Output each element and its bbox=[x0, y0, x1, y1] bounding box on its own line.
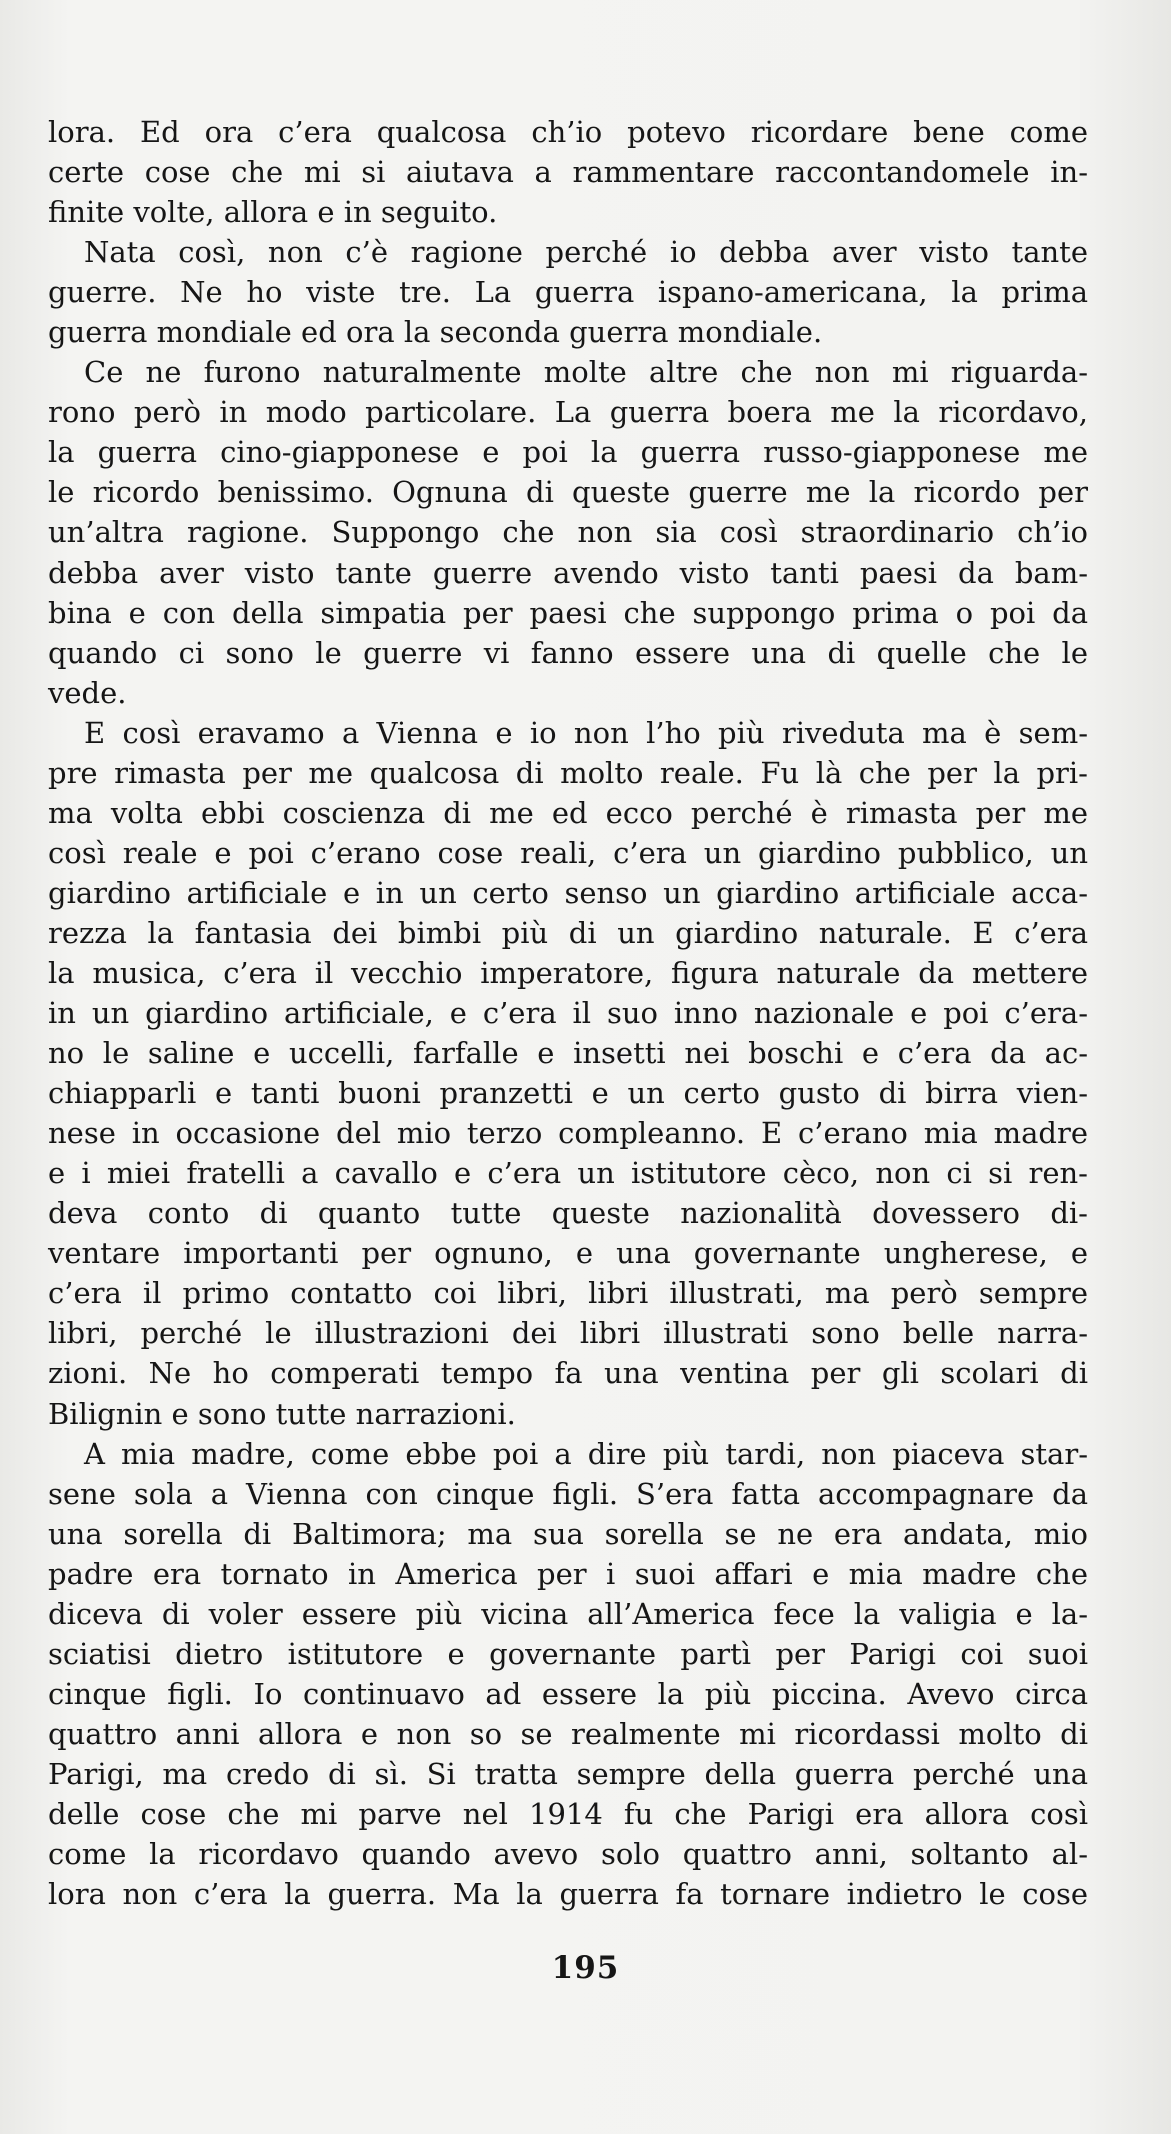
text-line: nese in occasione del mio terzo compleanno. E c’erano mia madre bbox=[48, 1116, 1088, 1151]
text-line: lora. Ed ora c’era qualcosa ch’io potevo ricordare bene come bbox=[48, 115, 1088, 149]
text-line: rezza la fantasia dei bimbi più di un giardino naturale. E c’era bbox=[48, 915, 1088, 950]
text-line: in un giardino artificiale, e c’era il suo inno nazionale e poi c’era- bbox=[48, 996, 1088, 1031]
text-line: rono però in modo particolare. La guerra boera me la ricordavo, bbox=[48, 395, 1088, 430]
text-line: una sorella di Baltimora; ma sua sorella se ne era andata, mio bbox=[48, 1516, 1088, 1551]
text-line: Ce ne furono naturalmente molte altre che non mi riguarda- bbox=[84, 355, 1088, 390]
text-line: un’altra ragione. Suppongo che non sia così straordinario ch’io bbox=[48, 515, 1088, 550]
text-line: quando ci sono le guerre vi fanno essere una di quelle che le bbox=[48, 635, 1088, 670]
text-line: chiapparli e tanti buoni pranzetti e un certo gusto di birra vien- bbox=[48, 1076, 1088, 1111]
text-line: padre era tornato in America per i suoi affari e mia madre che bbox=[48, 1556, 1088, 1591]
text-line: la guerra cino-giapponese e poi la guerra russo-giapponese me bbox=[48, 435, 1088, 470]
text-line: bina e con della simpatia per paesi che suppongo prima o poi da bbox=[48, 595, 1088, 630]
text-line: deva conto di quanto tutte queste nazionalità dovessero di- bbox=[48, 1196, 1088, 1231]
text-line: guerra mondiale ed ora la seconda guerra mondiale. bbox=[48, 315, 823, 350]
text-line: la musica, c’era il vecchio imperatore, figura naturale da mettere bbox=[48, 955, 1088, 990]
text-line: guerre. Ne ho viste tre. La guerra ispano-americana, la prima bbox=[48, 275, 1088, 310]
text-line: certe cose che mi si aiutava a rammentare raccontandomele in- bbox=[48, 155, 1088, 190]
text-line: A mia madre, come ebbe poi a dire più tardi, non piaceva star- bbox=[84, 1436, 1088, 1471]
text-line: come la ricordavo quando avevo solo quattro anni, soltanto al- bbox=[48, 1837, 1088, 1872]
text-line: quattro anni allora e non so se realmente mi ricordassi molto di bbox=[48, 1716, 1088, 1751]
body-text bbox=[48, 112, 1088, 1914]
text-line: Parigi, ma credo di sì. Si tratta sempre della guerra perché una bbox=[48, 1756, 1088, 1791]
text-line: Nata così, non c’è ragione perché io debba aver visto tante bbox=[84, 235, 1088, 270]
text-line: diceva di voler essere più vicina all’America fece la valigia e la- bbox=[48, 1596, 1088, 1631]
text-line: lora non c’era la guerra. Ma la guerra fa tornare indietro le cose bbox=[48, 1877, 1088, 1912]
text-line: sene sola a Vienna con cinque figli. S’era fatta accompagnare da bbox=[48, 1476, 1088, 1511]
text-line: zioni. Ne ho comperati tempo fa una ventina per gli scolari di bbox=[48, 1356, 1088, 1391]
text-line: cinque figli. Io continuavo ad essere la più piccina. Avevo circa bbox=[48, 1676, 1088, 1711]
text-line: giardino artificiale e in un certo senso un giardino artificiale acca- bbox=[48, 875, 1088, 910]
text-line: libri, perché le illustrazioni dei libri illustrati sono belle narra- bbox=[48, 1316, 1088, 1351]
text-line: vede. bbox=[48, 675, 127, 710]
text-line: ventare importanti per ognuno, e una governante ungherese, e bbox=[48, 1236, 1088, 1271]
text-line: c’era il primo contatto coi libri, libri illustrati, ma però sempre bbox=[48, 1276, 1088, 1311]
text-line: e i miei fratelli a cavallo e c’era un istitutore cèco, non ci si ren- bbox=[48, 1156, 1088, 1191]
text-line: sciatisi dietro istitutore e governante partì per Parigi coi suoi bbox=[48, 1636, 1088, 1671]
text-line: pre rimasta per me qualcosa di molto reale. Fu là che per la pri- bbox=[48, 755, 1088, 790]
text-line: E così eravamo a Vienna e io non l’ho più riveduta ma è sem- bbox=[84, 715, 1088, 750]
text-line: no le saline e uccelli, farfalle e insetti nei boschi e c’era da ac- bbox=[48, 1036, 1088, 1071]
page-number: 195 bbox=[551, 1950, 620, 1986]
text-line: così reale e poi c’erano cose reali, c’era un giardino pubblico, un bbox=[48, 835, 1088, 870]
text-line: finite volte, allora e in seguito. bbox=[48, 195, 498, 230]
text-line: le ricordo benissimo. Ognuna di queste guerre me la ricordo per bbox=[48, 475, 1088, 510]
text-line: debba aver visto tante guerre avendo visto tanti paesi da bam- bbox=[48, 555, 1088, 590]
text-line: ma volta ebbi coscienza di me ed ecco perché è rimasta per me bbox=[48, 795, 1088, 830]
text-line: delle cose che mi parve nel 1914 fu che Parigi era allora così bbox=[48, 1796, 1088, 1831]
text-line: Bilignin e sono tutte narrazioni. bbox=[48, 1396, 516, 1431]
